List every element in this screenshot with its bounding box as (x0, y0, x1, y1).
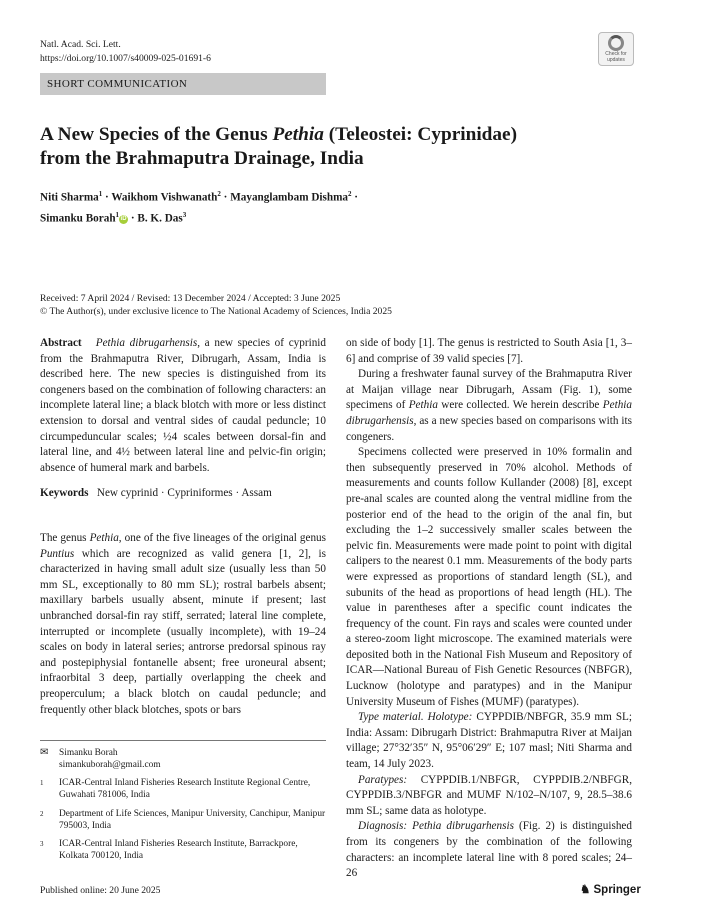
affil-text: Department of Life Sciences, Manipur University, Canchipur, Manipur 795003, India (59, 809, 326, 831)
author-name[interactable]: Niti Sharma (40, 191, 99, 204)
intro-text: , one of the five lineages of the original genus (118, 532, 326, 544)
author-sep: · (351, 191, 359, 204)
envelope-icon: ✉ (40, 747, 49, 758)
body-paragraph (346, 819, 632, 881)
abstract-label: Abstract (40, 337, 82, 349)
keywords-block (40, 486, 326, 502)
body-text: During a freshwater faunal survey of the Brahmaputra River at Maijan village near Dibrugarh, Assam (Fig. 1), some specimens of (346, 368, 632, 412)
body-text: were collected. We herein describe (437, 399, 603, 412)
check-label-1: Check for (605, 51, 627, 57)
corresponding-author (40, 747, 326, 771)
title-line2: from the Brahmaputra Drainage, India (40, 148, 364, 169)
author-list (40, 186, 640, 227)
affil-mark: 3 (40, 840, 44, 848)
journal-name: Natl. Acad. Sci. Lett. (40, 39, 121, 50)
check-for-updates-badge[interactable] (598, 32, 634, 66)
intro-genus: Pethia (89, 532, 119, 544)
check-updates-icon (608, 35, 624, 51)
body-paragraph: on side of body [1]. The genus is restricted to South Asia [1, 3–6] and comprise of 39 valid species [7]. (346, 337, 632, 365)
author-name[interactable]: B. K. Das (137, 212, 183, 225)
affiliation-2 (40, 808, 326, 832)
body-species: Pethia dibrugarhensis (346, 399, 633, 427)
body-text: (Fig. 2) is distinguished from its congeners by the combination of the following characters: an incomplete lateral line with 8 pored scales; 24–26 (346, 820, 632, 880)
corr-name: Simanku Borah (59, 748, 118, 758)
keywords-label: Keywords (40, 487, 89, 499)
title-part2: (Teleostei: Cyprinidae) (323, 124, 518, 145)
check-label-2: updates (607, 57, 625, 63)
author-name[interactable]: Waikhom Vishwanath (111, 191, 218, 204)
body-text: CYPPDIB/NBFGR, 35.9 mm SL; India: Assam: Dibrugarh District: Brahmaputra River at Maijan village; 27°32′35″ N, 95°06′29″ E; 107 masl; Niti Sharma and team, 14 July 2023. (346, 711, 633, 771)
affil-sup: 2 (217, 190, 221, 198)
keywords-text: New cyprinid · Cypriniformes · Assam (96, 487, 272, 499)
publisher-name: Springer (593, 884, 641, 896)
title-part1: A New Species of the Genus (40, 124, 273, 145)
publisher-logo (580, 882, 641, 896)
affil-text: ICAR-Central Inland Fisheries Research Institute, Barrackpore, Kolkata 700120, India (59, 839, 298, 861)
affil-sup: 1 (115, 210, 120, 219)
intro-paragraph (40, 531, 326, 718)
author-sep: · (128, 212, 138, 225)
footnote-divider (40, 740, 326, 741)
author-sep: · (220, 191, 231, 204)
affil-mark: 2 (40, 810, 44, 818)
body-paragraph: Specimens collected were preserved in 10% formalin and then subsequently preserved in 70% alcohol. Methods of measurements and counts follow Kullander (2008) [8], except pre-anal scales are counted along the ventral midline from the posterior end of the head to the origin of the anal fin, but excluding the 1–2 successively smaller scales between the pelvic fin. Measurements were made point to point with digital calipers to the nearest 0.1 mm. Measurements of the body parts were expressed as proportions of standard length (SL), and subunits of the head as proportions of head length (HL). The value in parentheses after a specific count indicates the frequency of the count. Fin rays and scales were counted under a stereo-zoom light microscope. The examined materials were deposited both in the National Fish Museum and Repository of ICAR—National Bureau of Fish Genetic Resources (NBFGR), Lucknow (holotype and paratypes) and in the Manipur University Museum of Fishes (MUMF) (paratypes). (346, 446, 632, 708)
doi-link[interactable]: https://doi.org/10.1007/s40009-025-01691-6 (40, 53, 211, 64)
intro-genus: Puntius (40, 547, 75, 560)
body-genus: Pethia (408, 399, 438, 412)
journal-header (40, 38, 211, 66)
copyright-line: © The Author(s), under exclusive licence to The National Academy of Sciences, India 2025 (40, 306, 392, 317)
affiliation-3 (40, 838, 326, 862)
body-text: CYPPDIB.1/NBFGR, CYPPDIB.2/NBFGR, CYPPDIB.3/NBFGR and MUMF N/102–N/107, 9, 28.5–38.6 mm SL; same data as holotype. (346, 773, 632, 817)
section-label: SHORT COMMUNICATION (40, 73, 326, 95)
abstract-block (40, 336, 326, 476)
body-right-column (346, 336, 632, 882)
affiliation-1 (40, 777, 326, 801)
author-sep: · (102, 191, 112, 204)
intro-text: which are recognized as valid genera [1, 2], is characterized in having small adult size (usually less than 50 mm SL, exceptionally to 80 mm SL); rostral barbels absent; maxillary barbels usually absent, minute if present; last unbranched dorsal-fin ray stiff, serrated; lateral line complete, interrupted or incomplete (usually incomplete), with 19–24 scales on body in lateral series; antrorse predorsal spinous ray and postepiphysial fontanelle absent; free uroneural absent; infraorbital 3 deep, partially overlapping the cheek and preoperculum; a black blotch on caudal peduncle; and frequently other black blotches, spots or bars (40, 547, 326, 716)
intro-text: The genus (40, 532, 90, 544)
body-text: , as a new species based on comparisons with its congeners. (346, 414, 632, 443)
author-name[interactable]: Mayanglambam Dishma (230, 191, 348, 204)
article-title (40, 123, 640, 171)
body-paragraph (346, 710, 632, 772)
affil-text: ICAR-Central Inland Fisheries Research Institute Regional Centre, Guwahati 781006, India (59, 778, 311, 800)
body-heading: Paratypes: (358, 773, 408, 786)
corr-email[interactable]: simankuborah@gmail.com (59, 760, 161, 770)
abstract-species: Pethia dibrugarhensis (95, 337, 198, 349)
article-dates (40, 292, 640, 318)
body-paragraph (346, 367, 632, 445)
published-date: Published online: 20 June 2025 (40, 885, 161, 896)
abstract-text: , a new species of cyprinid from the Brahmaputra River, Dibrugarh, Assam, India is described here. The new species is distinguished from its congeners based on the combination of following characters: an incomplete lateral line; a black blotch with more or less distinct extension to dorsal and ventral sides of caudal peduncle; 10 circumpeduncular scales; ½4 scales between dorsal-fin and lateral line, and 4½ between lateral line and pelvic-fin origin; absence of humeral mark and barbels. (40, 337, 326, 474)
body-paragraph (346, 773, 632, 820)
affil-mark: 1 (40, 779, 44, 787)
affil-sup: 2 (348, 190, 352, 198)
dates-line: Received: 7 April 2024 / Revised: 13 December 2024 / Accepted: 3 June 2025 (40, 293, 341, 304)
affil-sup: 1 (98, 190, 103, 198)
body-heading: Type material. Holotype: (358, 711, 473, 724)
orcid-icon[interactable]: iD (120, 216, 127, 223)
springer-horse-icon: ♞ (580, 884, 591, 896)
affil-sup: 3 (182, 210, 187, 219)
author-name[interactable]: Simanku Borah (40, 212, 116, 225)
body-heading: Diagnosis: Pethia dibrugarhensis (358, 820, 514, 833)
title-genus: Pethia (272, 124, 324, 145)
